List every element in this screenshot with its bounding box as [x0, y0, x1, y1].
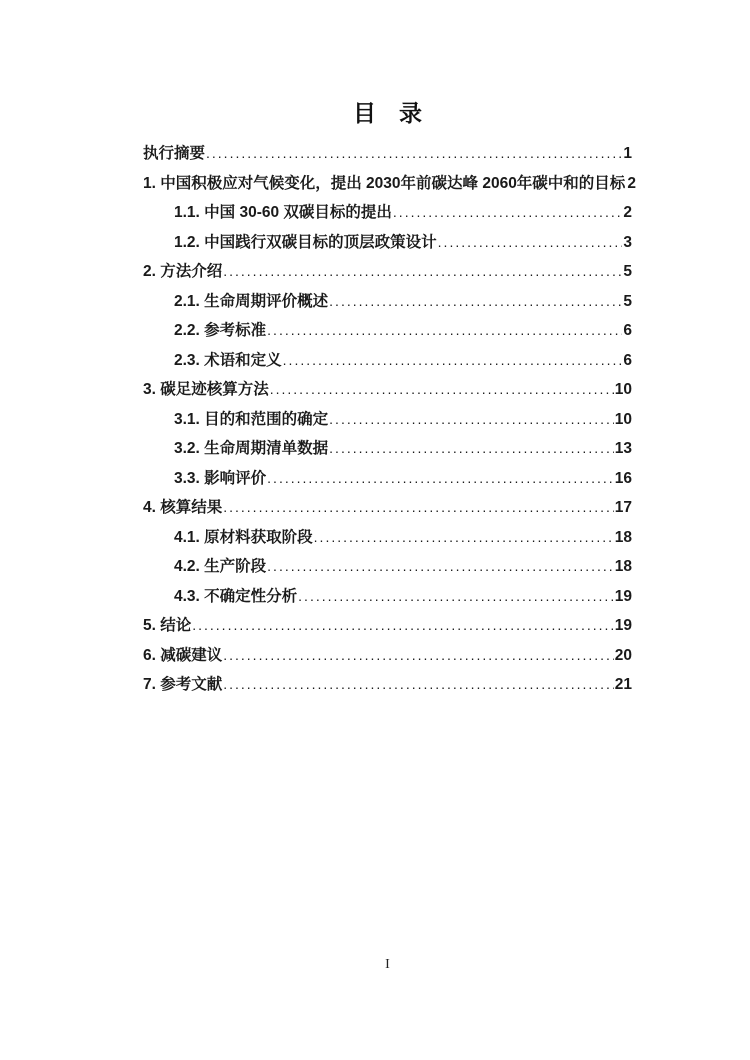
toc-entry-label: 1.1. 中国 30-60 双碳目标的提出: [174, 204, 392, 221]
toc-entry-page: 10: [614, 410, 632, 428]
page-content: [143, 98, 636, 700]
toc-entry-page: 2: [627, 174, 636, 192]
toc-entry: [143, 552, 632, 582]
dot-leader: [223, 257, 622, 287]
toc-entry-label: 3.1. 目的和范围的确定: [174, 410, 329, 428]
dot-leader: [192, 611, 614, 641]
toc-entry: [143, 316, 632, 346]
dot-leader: [329, 287, 622, 317]
toc-entry-label: 4.1. 原材料获取阶段: [174, 528, 313, 546]
table-of-contents: [143, 139, 636, 700]
toc-entry-label: 1. 中国积极应对气候变化，提出 2030年前碳达峰 2060年碳中和的目标: [143, 174, 626, 192]
dot-leader: [270, 375, 614, 405]
toc-entry: [143, 257, 632, 287]
toc-entry-page: 2: [623, 204, 632, 221]
toc-entry-page: 10: [614, 381, 632, 398]
toc-entry-page: 5: [623, 263, 632, 280]
toc-entry-page: 21: [614, 676, 632, 693]
dot-leader: [438, 228, 623, 258]
toc-entry-label: 3.3. 影响评价: [174, 469, 267, 487]
dot-leader: [223, 641, 614, 671]
dot-leader: [267, 464, 614, 494]
dot-leader: [267, 552, 614, 582]
toc-entry: [143, 169, 636, 199]
toc-entry-page: 3: [623, 233, 632, 251]
toc-entry-page: 1: [623, 145, 632, 162]
dot-leader: [223, 493, 614, 523]
dot-leader: [298, 582, 614, 612]
toc-entry-label: 4.2. 生产阶段: [174, 558, 267, 575]
dot-leader: [267, 316, 622, 346]
toc-entry: [143, 641, 632, 671]
toc-entry-page: 18: [614, 558, 632, 575]
toc-entry: [143, 523, 632, 553]
toc-entry: [143, 582, 632, 612]
toc-entry: [143, 405, 632, 435]
toc-entry: [143, 434, 632, 464]
toc-entry-label: 4. 核算结果: [143, 499, 223, 516]
toc-entry-label: 2.3. 术语和定义: [174, 351, 282, 369]
toc-entry-label: 6. 减碳建议: [143, 646, 223, 664]
toc-entry: [143, 198, 632, 228]
toc-entry-page: 13: [614, 440, 632, 457]
toc-entry-page: 17: [614, 499, 632, 516]
toc-entry: [143, 464, 632, 494]
toc-entry-label: 4.3. 不确定性分析: [174, 587, 298, 605]
toc-entry-label: 1.2. 中国践行双碳目标的顶层政策设计: [174, 233, 437, 251]
toc-entry: [143, 670, 632, 700]
toc-entry-label: 2.1. 生命周期评价概述: [174, 292, 329, 310]
dot-leader: [206, 139, 622, 169]
toc-entry: [143, 139, 632, 169]
toc-entry-page: 16: [614, 469, 632, 487]
toc-entry-page: 18: [614, 528, 632, 546]
footer-page-number: I: [385, 957, 390, 972]
dot-leader: [393, 198, 622, 228]
toc-entry-label: 2.2. 参考标准: [174, 322, 267, 339]
toc-entry: [143, 611, 632, 641]
toc-entry-page: 19: [614, 617, 632, 634]
dot-leader: [283, 346, 623, 376]
page-title: 目 录: [353, 100, 422, 126]
toc-entry-page: 6: [623, 322, 632, 339]
toc-entry: [143, 493, 632, 523]
toc-entry-page: 5: [623, 292, 632, 310]
toc-entry-page: 6: [623, 351, 632, 369]
dot-leader: [329, 434, 614, 464]
toc-entry-label: 7. 参考文献: [143, 676, 223, 693]
toc-entry-label: 执行摘要: [143, 145, 206, 162]
toc-entry: [143, 375, 632, 405]
toc-entry-label: 2. 方法介绍: [143, 263, 223, 280]
dot-leader: [223, 670, 614, 700]
dot-leader: [329, 405, 614, 435]
toc-entry-label: 3.2. 生命周期清单数据: [174, 440, 329, 457]
toc-entry-page: 20: [614, 646, 632, 664]
dot-leader: [314, 523, 614, 553]
toc-entry-label: 5. 结论: [143, 617, 192, 634]
toc-entry-page: 19: [614, 587, 632, 605]
toc-entry: [143, 346, 632, 376]
toc-entry: [143, 287, 632, 317]
toc-entry: [143, 228, 632, 258]
toc-entry-label: 3. 碳足迹核算方法: [143, 381, 269, 398]
